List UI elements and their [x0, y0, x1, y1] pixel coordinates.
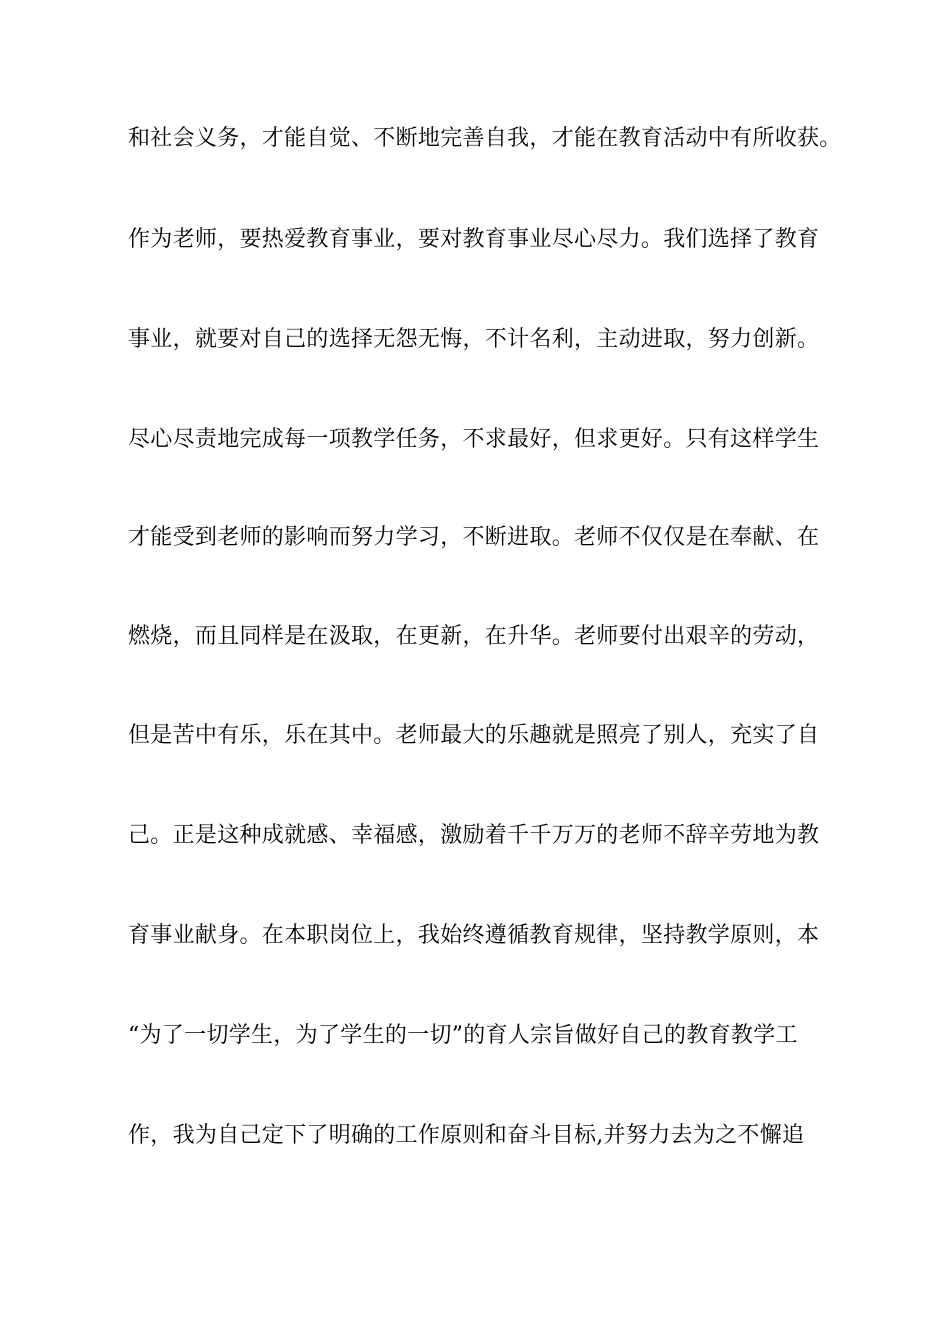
text-line: 尽心尽责地完成每一项教学任务，不求最好，但求更好。只有这样学生: [128, 427, 820, 452]
text-line: “为了一切学生，为了学生的一切”的育人宗旨做好自己的教育教学工: [128, 1023, 798, 1048]
text-line: 作，我为自己定下了明确的工作原则和奋斗目标,并努力去为之不懈追: [128, 1123, 805, 1148]
text-line: 事业，就要对自己的选择无怨无悔，不计名利，主动进取，努力创新。: [128, 327, 820, 352]
text-line: 育事业献身。在本职岗位上，我始终遵循教育规律，坚持教学原则，本: [128, 923, 820, 948]
text-line: 燃烧，而且同样是在汲取，在更新，在升华。老师要付出艰辛的劳动，: [128, 624, 820, 649]
text-line: 才能受到老师的影响而努力学习，不断进取。老师不仅仅是在奉献、在: [128, 525, 820, 550]
text-line: 己。正是这种成就感、幸福感，激励着千千万万的老师不辞辛劳地为教: [128, 823, 820, 848]
text-line: 和社会义务，才能自觉、不断地完善自我，才能在教育活动中有所收获。: [128, 126, 842, 151]
text-line: 作为老师，要热爱教育事业，要对教育事业尽心尽力。我们选择了教育: [128, 227, 820, 252]
text-line: 但是苦中有乐，乐在其中。老师最大的乐趣就是照亮了别人，充实了自: [128, 723, 820, 748]
